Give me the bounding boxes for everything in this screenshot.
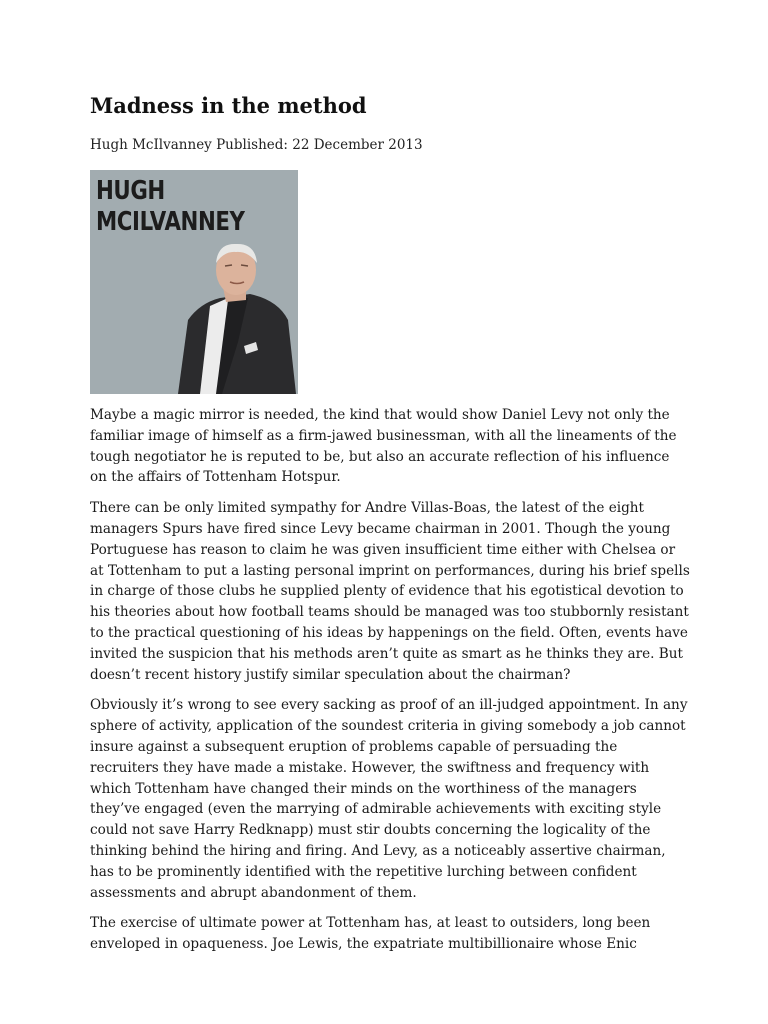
portrait-name-line1: HUGH	[96, 176, 165, 206]
article-paragraph: Obviously it’s wrong to see every sacking as proof of an ill-judged appointment. In any sphere of activity, application of the soundest criteria in giving somebody a job cannot insure against a subsequent eruption of problems capable of persuading the recruiters they have made a mistake. However, the swiftness and frequency with which Tottenham have changed their minds on the worthiness of the managers they’ve engaged (even the marrying of admirable achievements with exciting style could not save Harry Redknapp) must stir doubts concerning the logicality of the thinking behind the hiring and firing. And Levy, as a noticeably assertive chairman, has to be prominently identified with the repetitive lurching between confident assessments and abrupt abandonment of them.	[90, 697, 688, 901]
portrait-name-line2: MCILVANNEY	[96, 207, 245, 237]
portrait-name-wordmark	[96, 176, 245, 238]
article-title: Madness in the method	[90, 93, 367, 118]
article-body	[90, 405, 690, 965]
author-portrait	[90, 170, 298, 394]
article-paragraph: There can be only limited sympathy for Andre Villas-Boas, the latest of the eight managers Spurs have fired since Levy became chairman in 2001. Though the young Portuguese has reason to claim he was given insufficient time either with Chelsea or at Tottenham to put a lasting personal imprint on performances, during his brief spells in charge of those clubs he supplied plenty of evidence that his egotistical devotion to his theories about how football teams should be managed was too stubbornly resistant to the practical questioning of his ideas by happenings on the field. Often, events have invited the suspicion that his methods aren’t quite as smart as he thinks they are. But doesn’t recent history justify similar speculation about the chairman?	[90, 500, 690, 683]
article-paragraph: The exercise of ultimate power at Tottenham has, at least to outsiders, long been enveloped in opaqueness. Joe Lewis, the expatriate multibillionaire whose Enic	[90, 915, 651, 953]
article-byline: Hugh McIlvanney Published: 22 December 2013	[90, 137, 423, 153]
article-paragraph: Maybe a magic mirror is needed, the kind that would show Daniel Levy not only the familiar image of himself as a firm-jawed businessman, with all the lineaments of the tough negotiator he is reputed to be, but also an accurate reflection of his influence on the affairs of Tottenham Hotspur.	[90, 407, 677, 486]
